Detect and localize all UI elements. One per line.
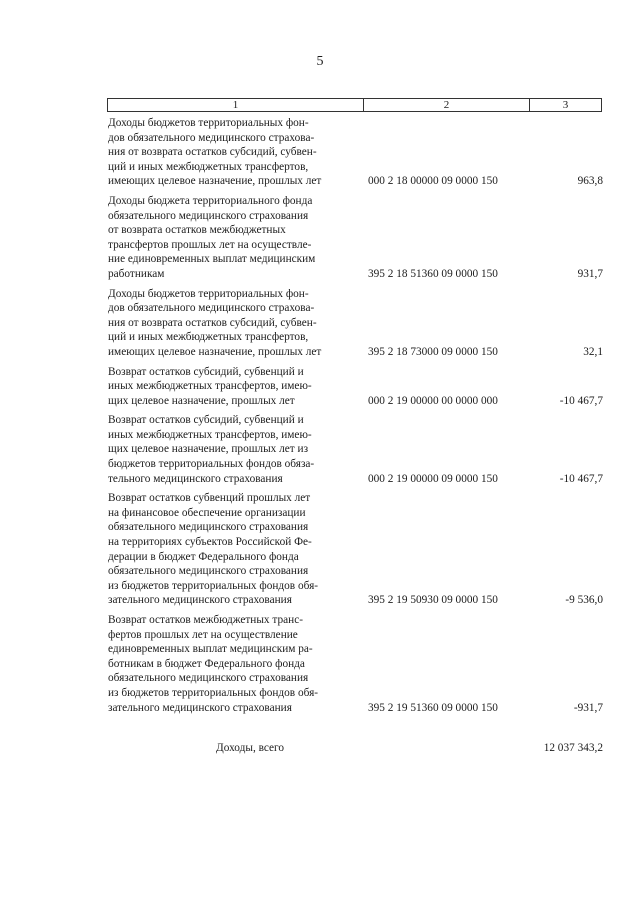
description-line: Возврат остатков субсидий, субвенций и <box>108 365 304 378</box>
header-col-1: 1 <box>108 99 364 111</box>
description-line: ния от возврата остатков субсидий, субвен- <box>108 146 317 159</box>
row-description <box>108 365 362 409</box>
row-code: 000 2 19 00000 00 0000 000 <box>368 394 498 407</box>
table-row <box>0 194 640 282</box>
description-line: обязательного медицинского страхования <box>108 565 309 578</box>
row-code: 000 2 18 00000 09 0000 150 <box>368 175 498 188</box>
description-line: ций и иных межбюджетных трансфертов, <box>108 160 309 173</box>
description-line: Возврат остатков субсидий, субвенций и <box>108 414 304 427</box>
description-line: трансфертов прошлых лет на осуществле- <box>108 238 312 251</box>
description-line: единовременных выплат медицинским ра- <box>108 643 313 656</box>
description-line: иных межбюджетных трансфертов, имею- <box>108 428 312 441</box>
row-description <box>108 116 362 189</box>
row-description <box>108 194 362 282</box>
description-line: от возврата остатков межбюджетных <box>108 224 286 237</box>
description-line: тельного медицинского страхования <box>108 472 283 485</box>
description-line: зательного медицинского страхования <box>108 701 292 714</box>
row-description <box>108 413 362 486</box>
table-row <box>0 413 640 486</box>
row-description <box>108 491 362 608</box>
total-value: 12 037 343,2 <box>543 742 603 754</box>
description-line: ние единовременных выплат медицинским <box>108 253 316 266</box>
description-line: имеющих целевое назначение, прошлых лет <box>108 175 322 188</box>
page-number: 5 <box>316 54 324 69</box>
description-line: обязательного медицинского страхования <box>108 209 309 222</box>
description-line: ций и иных межбюджетных трансфертов, <box>108 331 309 344</box>
description-line: на территориях субъектов Российской Фе- <box>108 536 312 549</box>
description-line: иных межбюджетных трансфертов, имею- <box>108 380 312 393</box>
table-row <box>0 491 640 608</box>
total-label: Доходы, всего <box>216 742 285 754</box>
table-row <box>0 116 640 189</box>
row-value: 963,8 <box>577 175 603 188</box>
header-col-2: 2 <box>364 99 530 111</box>
description-line: Возврат остатков субвенций прошлых лет <box>108 492 311 505</box>
header-col-3: 3 <box>562 99 569 111</box>
row-code: 395 2 18 51360 09 0000 150 <box>368 267 498 280</box>
description-line: Возврат остатков межбюджетных транс- <box>108 614 303 626</box>
row-description <box>108 287 362 360</box>
table-header <box>107 98 602 112</box>
row-code: 395 2 19 51360 09 0000 150 <box>368 701 498 714</box>
table-row <box>0 287 640 360</box>
description-line: ния от возврата остатков субсидий, субвен- <box>108 316 317 329</box>
description-line: ботникам в бюджет Федерального фонда <box>108 657 305 670</box>
description-line: обязательного медицинского страхования <box>108 672 309 685</box>
row-description <box>108 613 362 715</box>
table-row <box>0 613 640 715</box>
row-value: -931,7 <box>573 701 603 714</box>
row-code: 395 2 19 50930 09 0000 150 <box>368 594 498 607</box>
table-body <box>0 116 640 715</box>
row-value: -10 467,7 <box>559 472 603 485</box>
description-line: дов обязательного медицинского страхова- <box>108 302 315 315</box>
description-line: имеющих целевое назначение, прошлых лет <box>108 345 322 358</box>
row-code: 000 2 19 00000 09 0000 150 <box>368 472 498 485</box>
description-line: Доходы бюджетов территориальных фон- <box>108 287 309 300</box>
description-line: бюджетов территориальных фондов обяза- <box>108 458 315 471</box>
description-line: щих целевое назначение, прошлых лет <box>108 394 295 407</box>
row-value: 32,1 <box>583 345 603 358</box>
row-value: 931,7 <box>577 267 603 280</box>
row-value: -10 467,7 <box>559 394 603 407</box>
description-line: Доходы бюджета территориального фонда <box>108 194 313 207</box>
table-row <box>0 365 640 409</box>
description-line: обязательного медицинского страхования <box>108 521 309 534</box>
description-line: на финансовое обеспечение организации <box>108 506 306 519</box>
row-code: 395 2 18 73000 09 0000 150 <box>368 345 498 358</box>
description-line: дерации в бюджет Федерального фонда <box>108 550 299 563</box>
description-line: зательного медицинского страхования <box>108 594 292 607</box>
description-line: из бюджетов территориальных фондов обя- <box>108 686 319 699</box>
description-line: дов обязательного медицинского страхова- <box>108 131 315 144</box>
description-line: работникам <box>108 267 165 280</box>
row-value: -9 536,0 <box>565 594 603 607</box>
description-line: из бюджетов территориальных фондов обя- <box>108 579 319 592</box>
description-line: Доходы бюджетов территориальных фон- <box>108 117 309 129</box>
description-line: щих целевое назначение, прошлых лет из <box>108 443 309 456</box>
description-line: фертов прошлых лет на осуществление <box>108 628 298 641</box>
